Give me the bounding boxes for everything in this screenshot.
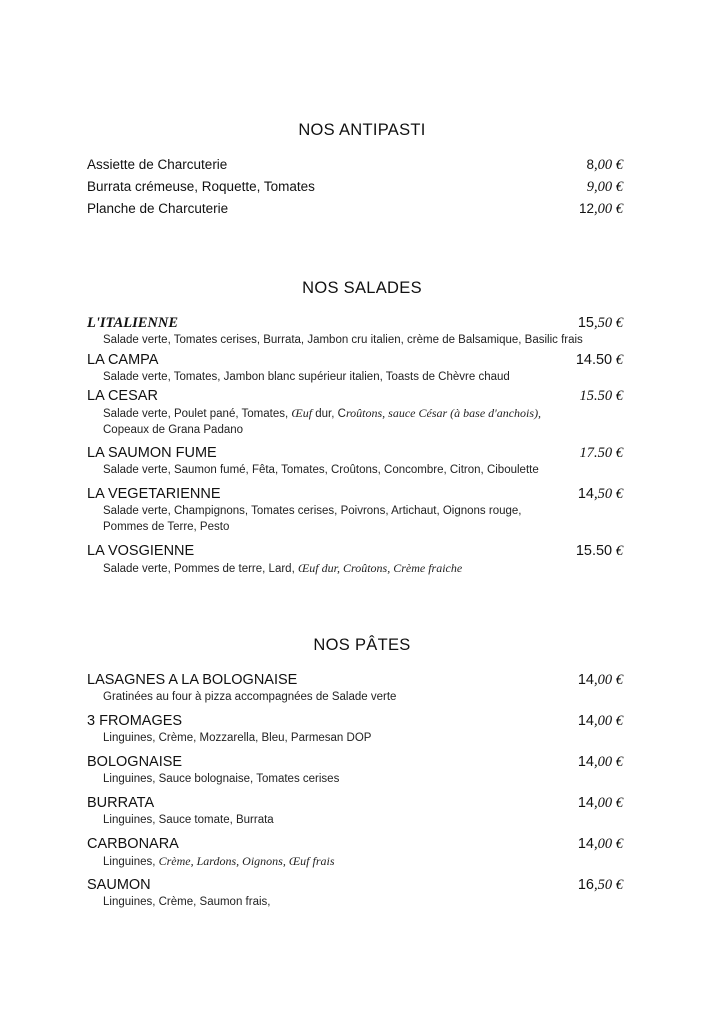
- menu-item-assiette-charcuterie: [87, 157, 623, 174]
- item-description: Linguines, Sauce tomate, Burrata: [103, 814, 274, 826]
- item-description: Gratinées au four à pizza accompagnées de Salade verte: [103, 691, 397, 703]
- item-price: 14.50 €: [575, 352, 623, 368]
- item-price: 14,00 €: [577, 672, 623, 688]
- item-description-line2: Pommes de Terre, Pesto: [103, 521, 230, 533]
- menu-item-burrata-cremeuse: [87, 179, 623, 196]
- item-description: Linguines, Crème, Saumon frais,: [103, 896, 271, 908]
- section-title-pates: NOS PÂTES: [313, 636, 411, 654]
- item-price: 12,00 €: [578, 201, 623, 217]
- menu-item-lasagnes: [87, 672, 623, 705]
- section-title-salades: NOS SALADES: [302, 279, 422, 297]
- item-description: Linguines, Crème, Lardons, Oignons, Œuf frais: [103, 854, 335, 868]
- menu-item-vosgienne: [87, 543, 623, 577]
- item-price: 14,00 €: [577, 836, 623, 852]
- item-name: LA VEGETARIENNE: [87, 486, 221, 502]
- item-description: Linguines, Crème, Mozzarella, Bleu, Parmesan DOP: [103, 732, 372, 744]
- menu-item-campa: [87, 352, 623, 385]
- item-description: Salade verte, Champignons, Tomates cerises, Poivrons, Artichaut, Oignons rouge,: [103, 505, 522, 517]
- item-description-line2: Copeaux de Grana Padano: [103, 424, 244, 436]
- item-description: Salade verte, Pommes de terre, Lard, Œuf dur, Croûtons, Crème fraiche: [103, 561, 463, 575]
- item-name: LA CAMPA: [87, 352, 159, 368]
- item-description: Salade verte, Tomates, Jambon blanc supérieur italien, Toasts de Chèvre chaud: [103, 371, 510, 383]
- item-name: Assiette de Charcuterie: [87, 157, 228, 172]
- item-name: Burrata crémeuse, Roquette, Tomates: [87, 179, 315, 194]
- item-price: 16,50 €: [577, 877, 623, 893]
- item-price: 15.50 €: [575, 543, 623, 559]
- item-name: LASAGNES A LA BOLOGNAISE: [87, 672, 298, 688]
- item-price: 8,00 €: [586, 157, 623, 173]
- item-name: LA SAUMON FUME: [87, 445, 217, 461]
- menu-item-saumon-fume: [87, 445, 623, 478]
- menu-item-planche-charcuterie: [87, 201, 623, 218]
- menu-item-italienne: [87, 315, 623, 348]
- menu-item-carbonara: [87, 836, 623, 870]
- section-title-antipasti: NOS ANTIPASTI: [298, 121, 426, 139]
- item-description: Salade verte, Poulet pané, Tomates, Œuf dur, Croûtons, sauce César (à base d'anchois),: [103, 406, 542, 420]
- item-name: SAUMON: [87, 877, 151, 893]
- item-price: 17.50 €: [579, 445, 623, 461]
- item-description: Salade verte, Tomates cerises, Burrata, Jambon cru italien, crème de Balsamique, Basilic frais: [103, 334, 583, 346]
- item-price: 15,50 €: [577, 315, 623, 331]
- menu-item-bolognaise: [87, 754, 623, 787]
- item-price: 9,00 €: [586, 179, 623, 195]
- item-name: BURRATA: [87, 795, 155, 811]
- item-name: LA VOSGIENNE: [87, 543, 195, 559]
- item-price: 14,00 €: [577, 713, 623, 729]
- item-name: BOLOGNAISE: [87, 754, 183, 770]
- item-price: 14,00 €: [577, 795, 623, 811]
- menu-item-vegetarienne: [87, 486, 623, 535]
- item-price: 14,00 €: [577, 754, 623, 770]
- menu-item-burrata: [87, 795, 623, 828]
- menu-item-cesar: [87, 388, 623, 438]
- item-price: 15.50 €: [579, 388, 623, 404]
- item-description: Salade verte, Saumon fumé, Fêta, Tomates, Croûtons, Concombre, Citron, Ciboulette: [103, 464, 539, 476]
- item-name: LA CESAR: [87, 388, 158, 404]
- item-description: Linguines, Sauce bolognaise, Tomates cerises: [103, 773, 340, 785]
- menu-item-3-fromages: [87, 713, 623, 746]
- menu-item-saumon: [87, 877, 623, 910]
- item-name: CARBONARA: [87, 836, 179, 852]
- item-name: L'ITALIENNE: [87, 315, 179, 331]
- item-price: 14,50 €: [577, 486, 623, 502]
- item-name: Planche de Charcuterie: [87, 201, 229, 216]
- item-name: 3 FROMAGES: [87, 713, 183, 729]
